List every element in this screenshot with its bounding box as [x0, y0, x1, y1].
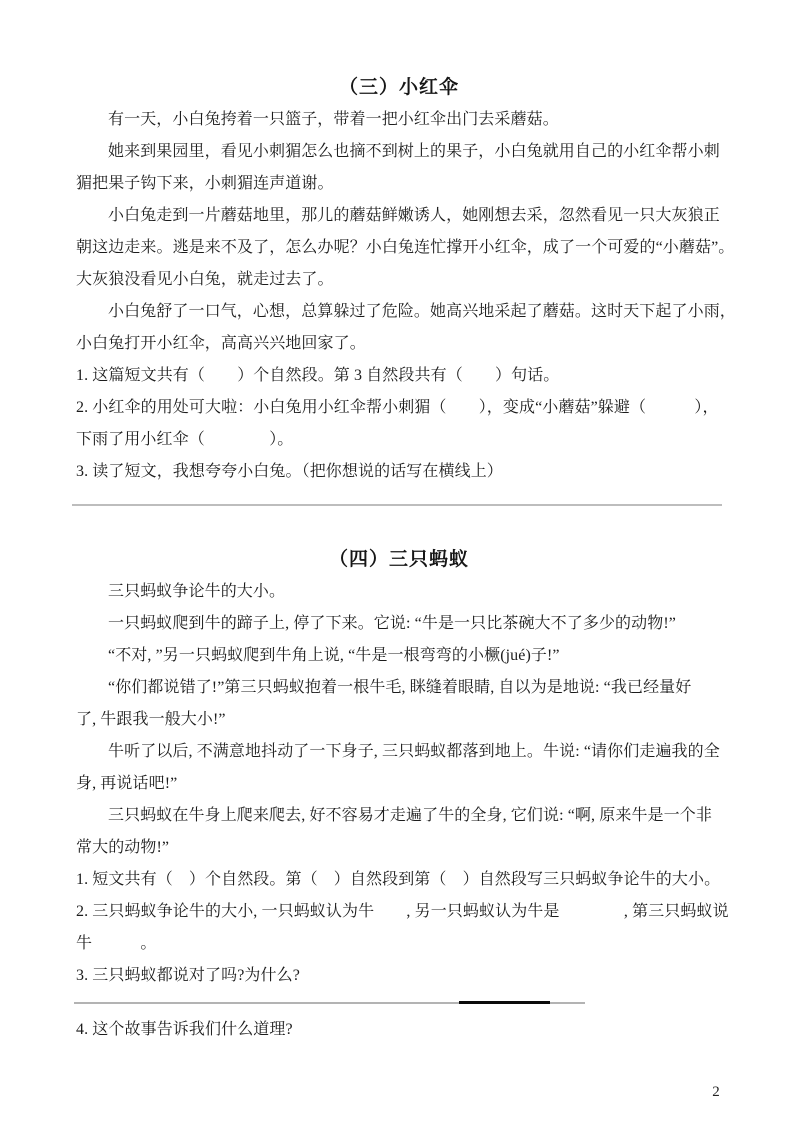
page-number: 2: [712, 1084, 720, 1100]
question-line: 2. 三只蚂蚁争论牛的大小, 一只蚂蚁认为牛 , 另一只蚂蚁认为牛是 , 第三只蚂蚁说: [76, 903, 729, 920]
question-line: 2. 小红伞的用处可大啦：小白兔用小红伞帮小刺猸（ ），变成“小蘑菇”躲避（ ），: [76, 399, 719, 416]
passage-line: 了, 牛跟我一般大小!”: [76, 711, 226, 728]
passage-line: 身, 再说话吧!”: [76, 775, 178, 792]
passage-line: 小白兔走到一片蘑菇地里，那儿的蘑菇鲜嫩诱人，她刚想去采，忽然看见一只大灰狼正: [108, 207, 720, 224]
passage-line: 大灰狼没看见小白兔，就走过去了。: [76, 271, 334, 288]
section-three: [76, 72, 746, 488]
passage-line: 有一天，小白兔挎着一只篮子，带着一把小红伞出门去采蘑菇。: [108, 111, 559, 128]
passage-line: 一只蚂蚁爬到牛的蹄子上, 停了下来。它说: “牛是一只比茶碗大不了多少的动物!”: [108, 615, 676, 632]
question-line: 3. 读了短文，我想夸夸小白兔。（把你想说的话写在横线上）: [76, 463, 503, 480]
passage-line: 常大的动物!”: [76, 839, 170, 856]
question-line: 3. 三只蚂蚁都说对了吗?为什么?: [76, 967, 300, 984]
passage-line: 小白兔打开小红伞，高高兴兴地回家了。: [76, 335, 366, 352]
answer-line: [74, 1002, 585, 1004]
section-divider: [72, 504, 722, 506]
passage-line: “不对, ”另一只蚂蚁爬到牛角上说, “牛是一根弯弯的小橛(jué)子!”: [108, 647, 560, 664]
passage-line: “你们都说错了!”第三只蚂蚁抱着一根牛毛, 眯缝着眼睛, 自以为是地说: “我已经量好: [108, 679, 692, 696]
section-four: [76, 544, 746, 992]
question-line: 下雨了用小红伞（ ）。: [76, 431, 294, 448]
passage-line: 小白兔舒了一口气，心想，总算躲过了危险。她高兴地采起了蘑菇。这时天下起了小雨，: [108, 303, 736, 320]
question-line: 4. 这个故事告诉我们什么道理?: [76, 1021, 293, 1038]
passage-line: 三只蚂蚁争论牛的大小。: [108, 583, 286, 600]
passage-line: 朝这边走来。逃是来不及了，怎么办呢？小白兔连忙撑开小红伞，成了一个可爱的“小蘑菇”。: [76, 239, 735, 256]
question-line: 牛 。: [76, 935, 157, 952]
section-three-title: （三）小红伞: [338, 77, 459, 98]
passage-line: 三只蚂蚁在牛身上爬来爬去, 好不容易才走遍了牛的全身, 它们说: “啊, 原来牛是一个非: [108, 807, 712, 824]
answer-line-black-segment: [459, 1001, 550, 1004]
passage-line: 牛听了以后, 不满意地抖动了一下身子, 三只蚂蚁都落到地上。牛说: “请你们走遍我的全: [108, 743, 720, 760]
question-line: 1. 短文共有（ ）个自然段。第（ ）自然段到第（ ）自然段写三只蚂蚁争论牛的大小。: [76, 871, 721, 888]
passage-line: 猸把果子钩下来，小刺猸连声道谢。: [76, 175, 334, 192]
passage-line: 她来到果园里，看见小刺猸怎么也摘不到树上的果子，小白兔就用自己的小红伞帮小刺: [108, 143, 720, 160]
question-line: 1. 这篇短文共有（ ）个自然段。第 3 自然段共有（ ）句话。: [76, 367, 560, 384]
section-four-title: （四）三只蚂蚁: [328, 549, 469, 570]
